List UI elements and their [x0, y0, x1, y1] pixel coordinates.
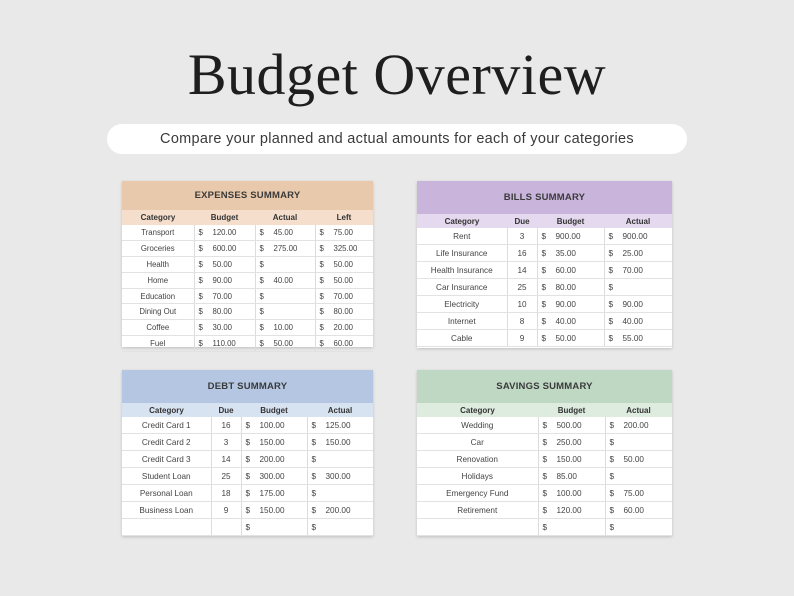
budget-cell-value: 150.00	[259, 505, 285, 515]
budget-cell-value: 600.00	[212, 243, 237, 253]
table-row	[417, 245, 672, 262]
left-cell	[315, 240, 373, 256]
currency-symbol: $	[311, 471, 317, 481]
currency-symbol: $	[311, 522, 317, 532]
budget-cell-value: 40.00	[555, 316, 576, 326]
actual-cell	[604, 228, 672, 245]
budget-cell	[538, 451, 605, 468]
actual-cell	[307, 468, 373, 485]
currency-symbol: $	[259, 323, 264, 333]
currency-symbol: $	[609, 454, 615, 464]
currency-symbol: $	[311, 437, 317, 447]
actual-cell	[307, 434, 373, 451]
currency-symbol: $	[541, 299, 547, 309]
actual-cell	[307, 519, 373, 536]
currency-symbol: $	[541, 265, 547, 275]
actual-cell-value: 300.00	[325, 471, 351, 481]
currency-symbol: $	[319, 259, 324, 269]
currency-symbol: $	[542, 488, 548, 498]
currency-symbol: $	[198, 259, 203, 269]
left-cell-value: 20.00	[333, 323, 354, 333]
table-row	[122, 320, 373, 336]
savings-summary-title: SAVINGS SUMMARY	[417, 370, 672, 403]
budget-cell-value: 50.00	[555, 333, 576, 343]
actual-cell	[255, 304, 315, 320]
budget-cell	[538, 434, 605, 451]
actual-cell	[605, 417, 672, 434]
actual-cell	[605, 502, 672, 519]
budget-cell-value: 70.00	[212, 291, 233, 301]
budget-cell-value: 100.00	[556, 488, 582, 498]
actual-cell	[604, 262, 672, 279]
currency-symbol: $	[259, 339, 264, 349]
table-row	[417, 434, 672, 451]
savings-header-row	[417, 403, 672, 417]
debt-summary-card	[122, 370, 373, 536]
budget-cell	[538, 485, 605, 502]
budget-cell	[538, 417, 605, 434]
budget-cell-value: 90.00	[555, 299, 576, 309]
currency-symbol: $	[541, 231, 547, 241]
currency-symbol: $	[245, 505, 251, 515]
budget-cell-value: 80.00	[212, 307, 233, 317]
currency-symbol: $	[608, 265, 614, 275]
budget-cell-value: 175.00	[259, 488, 285, 498]
table-row	[122, 288, 373, 304]
currency-symbol: $	[319, 291, 324, 301]
table-row	[417, 262, 672, 279]
budget-cell	[537, 262, 604, 279]
currency-symbol: $	[245, 488, 251, 498]
left-cell	[315, 225, 373, 240]
bills-header-row	[417, 214, 672, 228]
category-cell: Emergency Fund	[417, 485, 538, 502]
category-cell: Student Loan	[122, 468, 211, 485]
category-cell: Dining Out	[122, 304, 194, 320]
currency-symbol: $	[311, 454, 317, 464]
budget-cell	[537, 313, 604, 330]
category-cell: Fuel	[122, 336, 194, 352]
table-row	[417, 330, 672, 347]
budget-cell	[537, 228, 604, 245]
table-row	[417, 468, 672, 485]
currency-symbol: $	[542, 522, 548, 532]
budget-cell-value: 150.00	[556, 454, 582, 464]
actual-cell-value: 900.00	[622, 231, 648, 241]
currency-symbol: $	[609, 488, 615, 498]
currency-symbol: $	[541, 248, 547, 258]
expenses-header-row	[122, 210, 373, 225]
currency-symbol: $	[608, 316, 614, 326]
column-header: Left	[336, 213, 352, 222]
currency-symbol: $	[319, 323, 324, 333]
table-row	[417, 451, 672, 468]
currency-symbol: $	[319, 339, 324, 349]
due-cell: 18	[211, 485, 241, 502]
currency-symbol: $	[541, 333, 547, 343]
due-cell: 9	[507, 330, 537, 347]
actual-cell	[605, 451, 672, 468]
budget-cell-value: 900.00	[555, 231, 581, 241]
budget-cell	[241, 417, 307, 434]
due-cell: 9	[211, 502, 241, 519]
actual-cell-value: 40.00	[273, 275, 294, 285]
currency-symbol: $	[542, 505, 548, 515]
left-cell-value: 70.00	[333, 291, 354, 301]
category-cell: Transport	[122, 225, 194, 240]
actual-cell	[605, 519, 672, 536]
category-cell: Credit Card 1	[122, 417, 211, 434]
currency-symbol: $	[542, 471, 548, 481]
column-header: Budget	[210, 213, 239, 222]
table-row	[417, 502, 672, 519]
currency-symbol: $	[198, 339, 203, 349]
due-cell: 25	[211, 468, 241, 485]
left-cell	[315, 256, 373, 272]
due-cell: 10	[507, 296, 537, 313]
left-cell-value: 50.00	[333, 259, 354, 269]
budget-cell-value: 50.00	[212, 259, 233, 269]
column-header: Actual	[625, 216, 651, 226]
left-cell-value: 50.00	[333, 275, 354, 285]
currency-symbol: $	[609, 420, 615, 430]
category-cell: Electricity	[417, 296, 507, 313]
actual-cell	[255, 336, 315, 352]
debt-summary-title: DEBT SUMMARY	[122, 370, 373, 403]
actual-cell	[255, 240, 315, 256]
currency-symbol: $	[259, 243, 264, 253]
currency-symbol: $	[245, 522, 251, 532]
column-header: Category	[140, 213, 176, 222]
currency-symbol: $	[198, 307, 203, 317]
left-cell	[315, 288, 373, 304]
left-cell-value: 60.00	[333, 339, 354, 349]
currency-symbol: $	[311, 488, 317, 498]
actual-cell-value: 275.00	[273, 243, 298, 253]
currency-symbol: $	[608, 231, 614, 241]
budget-cell	[537, 245, 604, 262]
table-row	[122, 304, 373, 320]
left-cell	[315, 272, 373, 288]
table-row	[122, 502, 373, 519]
budget-cell-value: 150.00	[259, 437, 285, 447]
actual-cell-value: 25.00	[622, 248, 643, 258]
actual-cell	[307, 502, 373, 519]
budget-cell	[194, 320, 255, 336]
category-cell: Rent	[417, 228, 507, 245]
budget-cell-value: 85.00	[556, 471, 577, 481]
currency-symbol: $	[259, 227, 264, 237]
currency-symbol: $	[259, 259, 264, 269]
category-cell: Car Insurance	[417, 279, 507, 296]
currency-symbol: $	[541, 282, 547, 292]
actual-cell-value: 40.00	[622, 316, 643, 326]
left-cell-value: 80.00	[333, 307, 354, 317]
actual-cell-value: 150.00	[325, 437, 351, 447]
due-cell: 3	[211, 434, 241, 451]
budget-cell-value: 120.00	[556, 505, 582, 515]
category-cell	[417, 519, 538, 536]
currency-symbol: $	[609, 505, 615, 515]
savings-table-body	[417, 417, 672, 536]
budget-cell-value: 250.00	[556, 437, 582, 447]
actual-cell	[605, 434, 672, 451]
budget-cell-value: 30.00	[212, 323, 233, 333]
table-row	[122, 417, 373, 434]
column-header: Actual	[626, 405, 651, 415]
expenses-summary-card	[122, 181, 373, 347]
category-cell: Coffee	[122, 320, 194, 336]
due-cell: 14	[211, 451, 241, 468]
actual-cell	[255, 272, 315, 288]
due-cell: 3	[507, 228, 537, 245]
actual-cell	[604, 279, 672, 296]
expenses-table-body	[122, 225, 373, 352]
category-cell: Car	[417, 434, 538, 451]
currency-symbol: $	[609, 522, 615, 532]
savings-table	[417, 403, 672, 536]
actual-cell-value: 50.00	[273, 339, 294, 349]
budget-cell	[194, 304, 255, 320]
category-cell: Cable	[417, 330, 507, 347]
actual-cell	[307, 485, 373, 502]
category-cell: Credit Card 2	[122, 434, 211, 451]
due-cell	[211, 519, 241, 536]
budget-cell-value: 90.00	[212, 275, 233, 285]
column-header: Due	[218, 405, 234, 415]
currency-symbol: $	[542, 437, 548, 447]
due-cell: 16	[211, 417, 241, 434]
category-cell: Credit Card 3	[122, 451, 211, 468]
category-cell: Business Loan	[122, 502, 211, 519]
budget-cell-value: 300.00	[259, 471, 285, 481]
actual-cell-value: 90.00	[622, 299, 643, 309]
currency-symbol: $	[198, 243, 203, 253]
category-cell: Internet	[417, 313, 507, 330]
budget-cell	[194, 288, 255, 304]
budget-cell-value: 120.00	[212, 227, 237, 237]
currency-symbol: $	[311, 505, 317, 515]
currency-symbol: $	[311, 420, 317, 430]
bills-table	[417, 214, 672, 347]
table-row	[122, 451, 373, 468]
due-cell: 25	[507, 279, 537, 296]
table-row	[417, 313, 672, 330]
actual-cell	[604, 296, 672, 313]
actual-cell-value: 70.00	[622, 265, 643, 275]
expenses-table	[122, 210, 373, 352]
actual-cell-value: 75.00	[623, 488, 644, 498]
category-cell: Education	[122, 288, 194, 304]
budget-cell-value: 60.00	[555, 265, 576, 275]
actual-cell-value: 50.00	[623, 454, 644, 464]
budget-cell	[194, 272, 255, 288]
table-row	[417, 296, 672, 313]
actual-cell	[255, 225, 315, 240]
currency-symbol: $	[542, 420, 548, 430]
actual-cell	[605, 485, 672, 502]
column-header: Actual	[327, 405, 353, 415]
budget-cell-value: 35.00	[555, 248, 576, 258]
column-header: Due	[514, 216, 530, 226]
column-header: Budget	[557, 405, 586, 415]
table-row	[122, 240, 373, 256]
table-row	[417, 485, 672, 502]
column-header: Category	[444, 216, 480, 226]
currency-symbol: $	[259, 275, 264, 285]
budget-cell	[241, 502, 307, 519]
column-header: Actual	[272, 213, 298, 222]
column-header: Budget	[556, 216, 585, 226]
due-cell: 16	[507, 245, 537, 262]
budget-cell	[538, 468, 605, 485]
category-cell	[122, 519, 211, 536]
budget-cell	[194, 256, 255, 272]
budget-cell	[538, 519, 605, 536]
budget-cell	[537, 296, 604, 313]
table-row	[122, 256, 373, 272]
left-cell-value: 75.00	[333, 227, 354, 237]
category-cell: Renovation	[417, 451, 538, 468]
due-cell: 8	[507, 313, 537, 330]
bills-summary-title: BILLS SUMMARY	[417, 181, 672, 214]
actual-cell-value: 60.00	[623, 505, 644, 515]
table-row	[417, 519, 672, 536]
budget-cell	[194, 225, 255, 240]
table-row	[122, 485, 373, 502]
table-row	[122, 225, 373, 240]
currency-symbol: $	[608, 248, 614, 258]
category-cell: Health Insurance	[417, 262, 507, 279]
actual-cell-value: 10.00	[273, 323, 294, 333]
actual-cell	[307, 417, 373, 434]
budget-cell	[241, 485, 307, 502]
category-cell: Home	[122, 272, 194, 288]
bills-table-body	[417, 228, 672, 347]
expenses-summary-title: EXPENSES SUMMARY	[122, 181, 373, 210]
category-cell: Holidays	[417, 468, 538, 485]
debt-header-row	[122, 403, 373, 417]
currency-symbol: $	[319, 307, 324, 317]
actual-cell-value: 55.00	[622, 333, 643, 343]
actual-cell-value: 200.00	[623, 420, 649, 430]
category-cell: Personal Loan	[122, 485, 211, 502]
budget-cell	[537, 279, 604, 296]
currency-symbol: $	[319, 275, 324, 285]
actual-cell-value: 200.00	[325, 505, 351, 515]
actual-cell	[255, 256, 315, 272]
table-row	[122, 272, 373, 288]
currency-symbol: $	[259, 307, 264, 317]
category-cell: Retirement	[417, 502, 538, 519]
budget-cell	[194, 336, 255, 352]
budget-cell	[241, 451, 307, 468]
actual-cell	[605, 468, 672, 485]
currency-symbol: $	[198, 323, 203, 333]
budget-cell-value: 100.00	[259, 420, 285, 430]
actual-cell	[604, 245, 672, 262]
currency-symbol: $	[198, 227, 203, 237]
page-title: Budget Overview	[187, 42, 607, 107]
currency-symbol: $	[198, 275, 203, 285]
currency-symbol: $	[245, 420, 251, 430]
budget-cell	[241, 519, 307, 536]
currency-symbol: $	[245, 471, 251, 481]
currency-symbol: $	[608, 282, 614, 292]
category-cell: Groceries	[122, 240, 194, 256]
currency-symbol: $	[319, 243, 324, 253]
table-row	[417, 279, 672, 296]
left-cell-value: 325.00	[333, 243, 358, 253]
budget-cell-value: 200.00	[259, 454, 285, 464]
column-header: Budget	[260, 405, 288, 415]
due-cell: 14	[507, 262, 537, 279]
actual-cell	[604, 313, 672, 330]
debt-table	[122, 403, 373, 536]
budget-cell	[241, 468, 307, 485]
currency-symbol: $	[245, 437, 251, 447]
budget-cell	[194, 240, 255, 256]
column-header: Category	[149, 405, 184, 415]
currency-symbol: $	[608, 333, 614, 343]
budget-cell-value: 110.00	[212, 339, 236, 349]
category-cell: Wedding	[417, 417, 538, 434]
currency-symbol: $	[609, 437, 615, 447]
actual-cell	[604, 330, 672, 347]
actual-cell	[255, 288, 315, 304]
left-cell	[315, 320, 373, 336]
table-row	[122, 468, 373, 485]
bills-summary-card	[417, 181, 672, 348]
actual-cell	[255, 320, 315, 336]
budget-cell-value: 80.00	[555, 282, 576, 292]
category-cell: Health	[122, 256, 194, 272]
actual-cell-value: 45.00	[273, 227, 294, 237]
left-cell	[315, 336, 373, 352]
table-row	[122, 519, 373, 536]
currency-symbol: $	[541, 316, 547, 326]
currency-symbol: $	[319, 227, 324, 237]
currency-symbol: $	[245, 454, 251, 464]
budget-cell	[241, 434, 307, 451]
currency-symbol: $	[609, 471, 615, 481]
currency-symbol: $	[608, 299, 614, 309]
page-subtitle: Compare your planned and actual amounts for each of your categories	[107, 124, 687, 154]
debt-table-body	[122, 417, 373, 536]
category-cell: Life Insurance	[417, 245, 507, 262]
table-row	[122, 336, 373, 352]
column-header: Category	[460, 405, 495, 415]
actual-cell-value: 125.00	[325, 420, 351, 430]
table-row	[122, 434, 373, 451]
actual-cell	[307, 451, 373, 468]
budget-cell	[537, 330, 604, 347]
savings-summary-card	[417, 370, 672, 536]
budget-cell	[538, 502, 605, 519]
currency-symbol: $	[259, 291, 264, 301]
table-row	[417, 228, 672, 245]
currency-symbol: $	[198, 291, 203, 301]
left-cell	[315, 304, 373, 320]
table-row	[417, 417, 672, 434]
currency-symbol: $	[542, 454, 548, 464]
budget-cell-value: 500.00	[556, 420, 582, 430]
